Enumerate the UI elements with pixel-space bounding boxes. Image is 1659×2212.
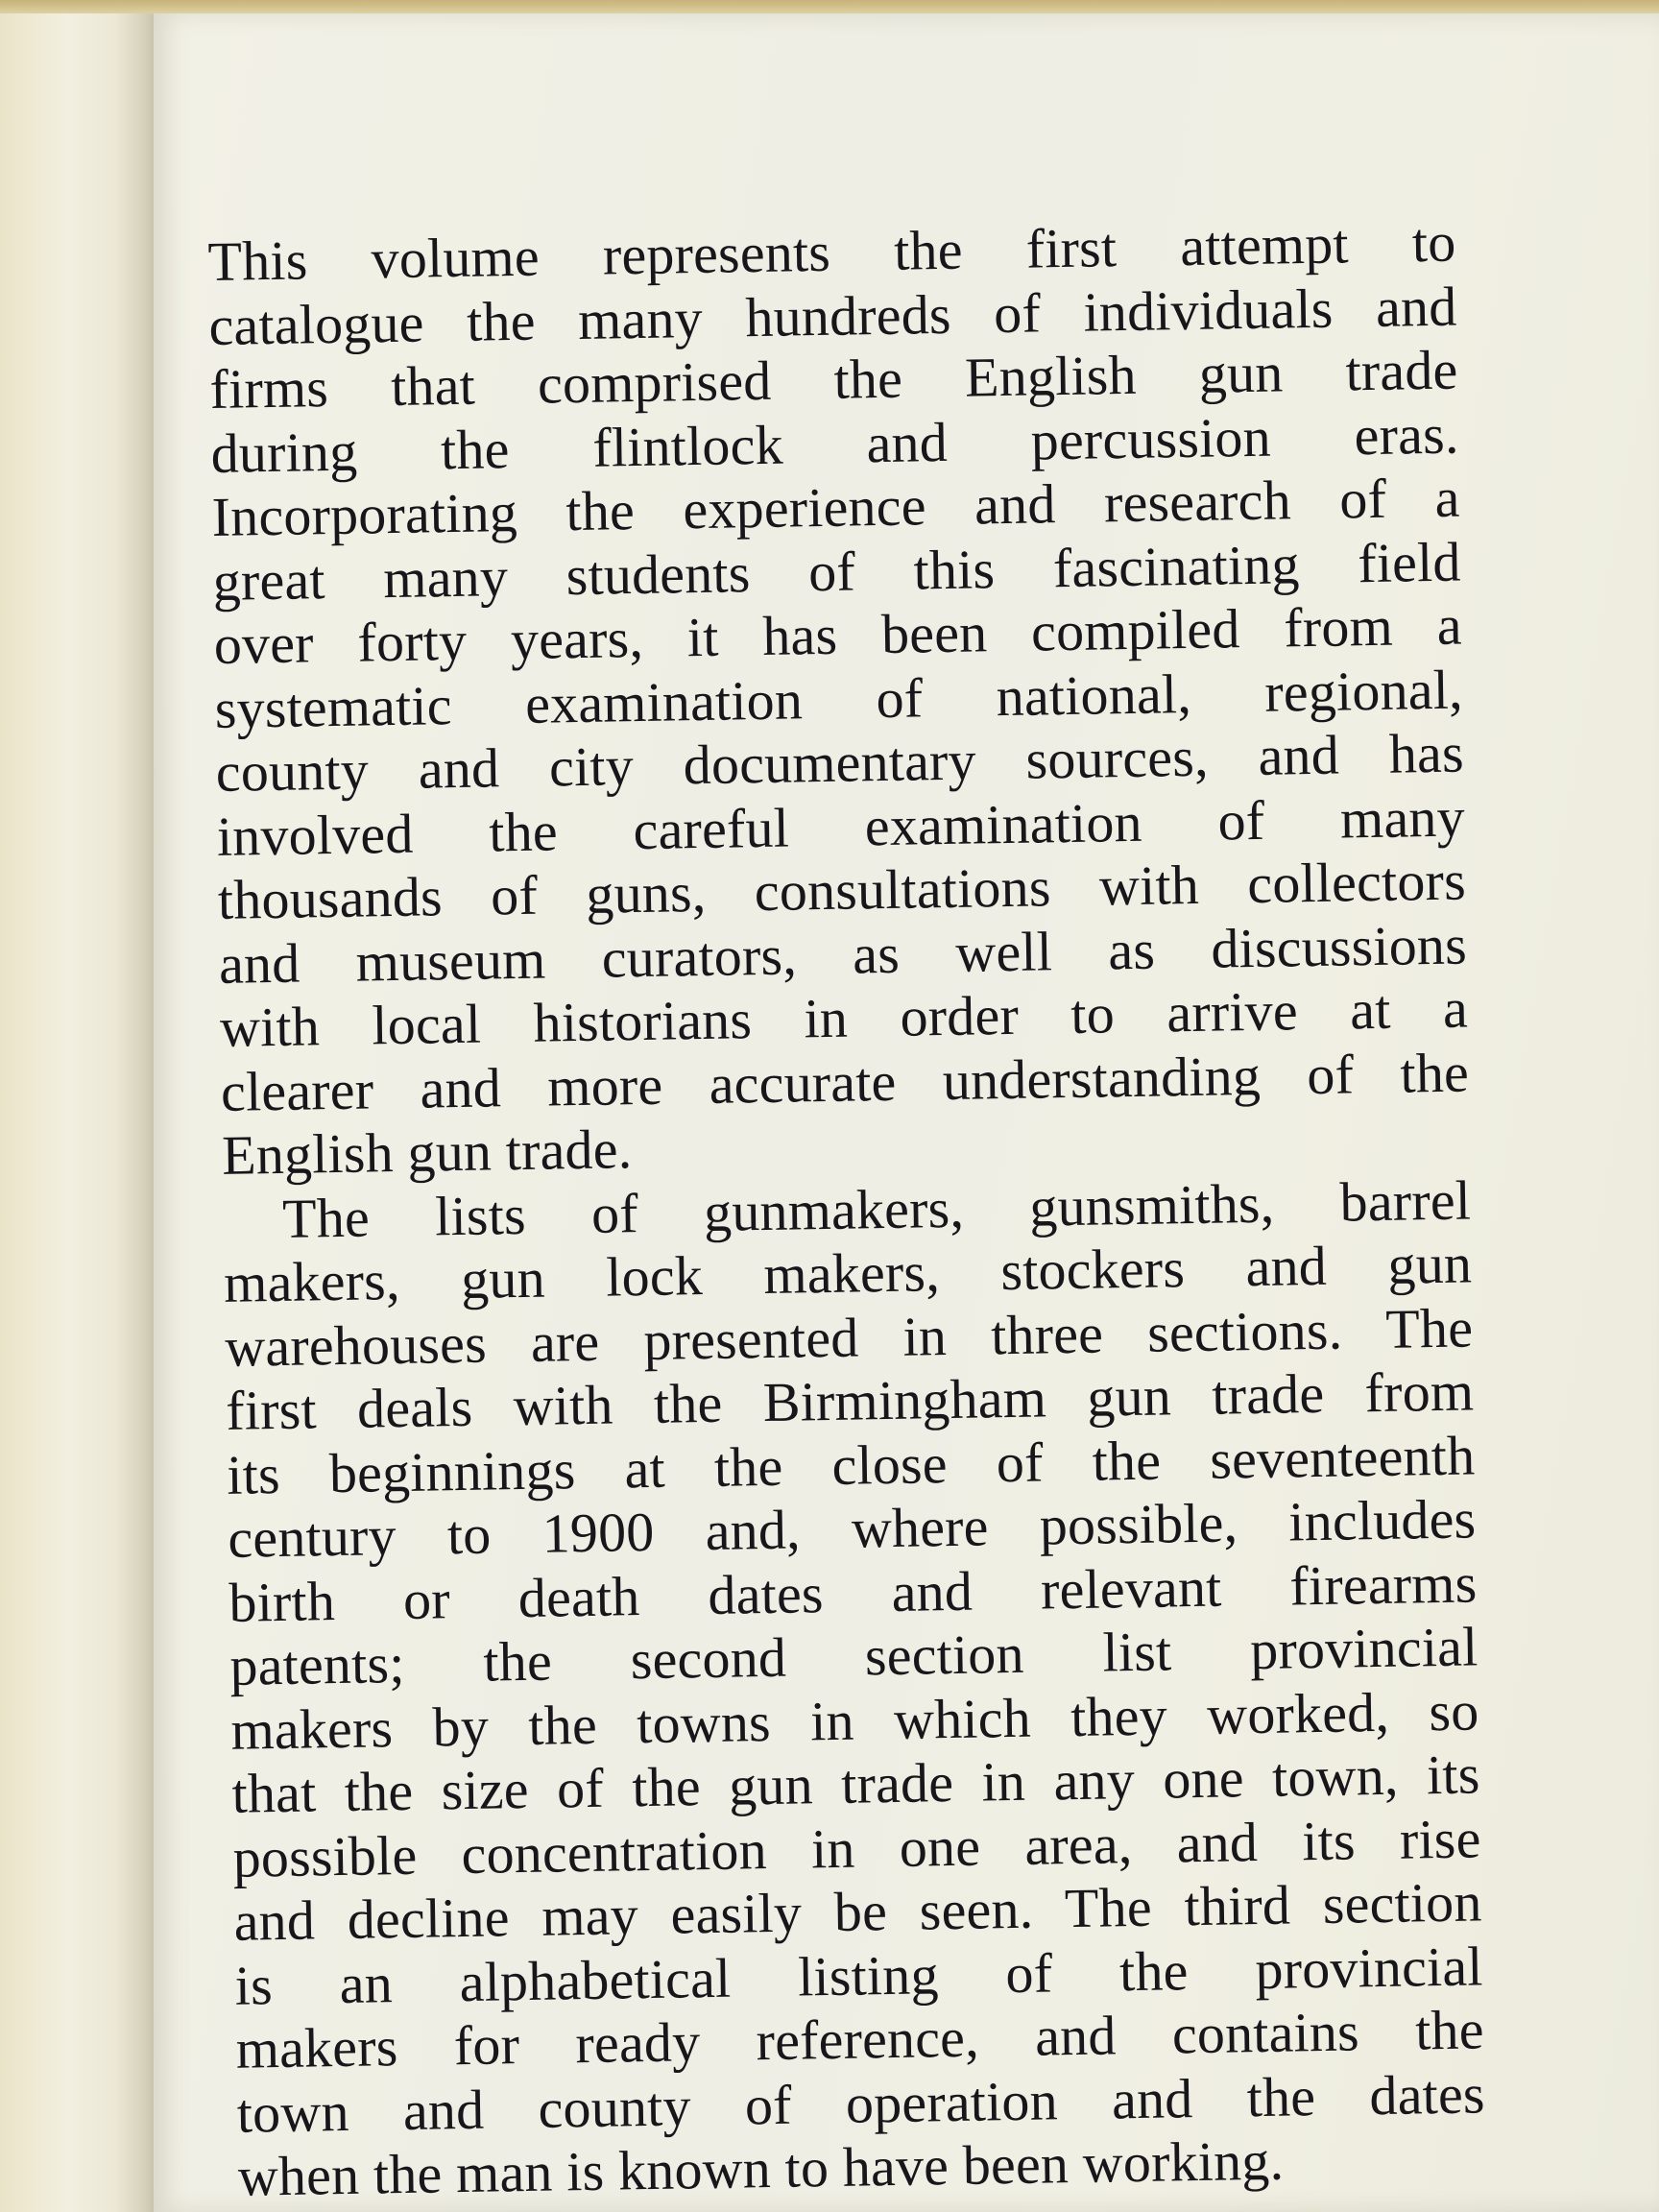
text-line: involved the careful examination of many (216, 785, 1466, 868)
text-line: town and county of operation and the dates (236, 2061, 1486, 2145)
text-line: clearer and more accurate understanding of the (220, 1040, 1470, 1123)
text-line: firms that comprised the English gun trade (209, 338, 1458, 421)
text-line: first deals with the Birmingham gun trade from (225, 1359, 1475, 1442)
text-line: makers for ready reference, and contains the (235, 1998, 1485, 2080)
text-line: systematic examination of national, regional, (214, 658, 1464, 740)
paragraph-2 (223, 1168, 1487, 2209)
text-line: warehouses are presented in three sections. The (224, 1295, 1474, 1379)
text-line: century to 1900 and, where possible, includes (227, 1487, 1477, 1570)
text-line: birth or death dates and relevant firearms (228, 1551, 1478, 1634)
text-line: This volume represents the first attempt to (207, 210, 1456, 293)
text-line: is an alphabetical listing of the provincial (234, 1934, 1484, 2017)
text-line: great many students of this fascinating field (212, 530, 1462, 613)
text-line: thousands of guns, consultations with collectors (217, 849, 1467, 931)
text-line: patents; the second section list provincial (228, 1615, 1479, 1697)
text-line: Incorporating the experience and research of a (211, 466, 1461, 548)
text-line: and decline may easily be seen. The third section (233, 1870, 1483, 1953)
text-line: catalogue the many hundreds of individuals and (208, 275, 1457, 357)
paragraph-1 (207, 211, 1471, 1189)
text-line: makers, gun lock makers, stockers and gun (223, 1232, 1473, 1314)
text-line: county and city documentary sources, and has (215, 721, 1465, 804)
text-line: when the man is known to have been working. (237, 2128, 1285, 2208)
text-line: and museum curators, as well as discussions (218, 912, 1468, 996)
text-line: possible concentration in one area, and its rise (232, 1806, 1481, 1889)
blurb-text (207, 211, 1486, 2210)
text-line: The lists of gunmakers, gunsmiths, barrel (281, 1167, 1472, 1250)
text-line: during the flintlock and percussion eras. (210, 402, 1459, 485)
text-line: English gun trade. (221, 1118, 633, 1187)
text-line: with local historians in order to arrive at a (219, 976, 1469, 1059)
text-line: over forty years, it has been compiled from a (213, 593, 1463, 676)
text-line: its beginnings at the close of the seventeenth (226, 1423, 1476, 1506)
text-line: makers by the towns in which they worked, so (230, 1678, 1479, 1762)
left-page-edge (0, 13, 154, 2212)
text-line: that the size of the gun trade in any one town, its (231, 1743, 1480, 1825)
book-edge (0, 0, 1659, 13)
